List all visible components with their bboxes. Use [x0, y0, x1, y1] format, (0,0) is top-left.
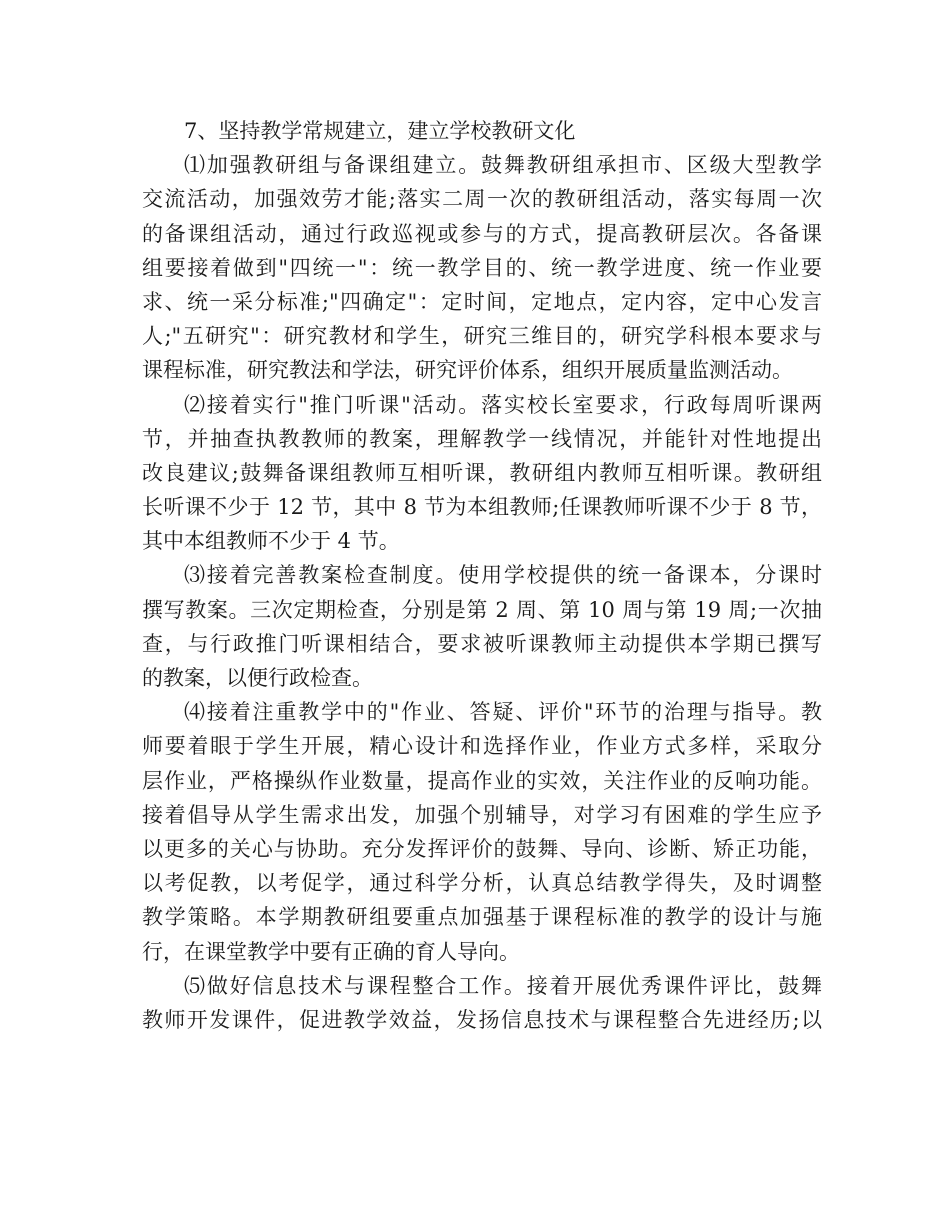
paragraph-3-lesson-plan-checks — [142, 558, 822, 695]
text-line: 撰写教案。三次定期检查，分别是第 2 周、第 10 周与第 19 周;一次抽 — [142, 597, 822, 622]
text-line: 人;"五研究"：研究教材和学生，研究三维目的，研究学科根本要求与 — [142, 324, 822, 349]
text-line: 的备课组活动，通过行政巡视或参与的方式，提高教研层次。各备课 — [142, 221, 822, 246]
text-line: 节，并抽查执教教师的教案，理解教学一线情况，并能针对性地提出 — [142, 426, 822, 451]
paragraph-1-research-groups — [142, 148, 822, 387]
text-line: 行，在课堂教学中要有正确的育人导向。 — [142, 939, 520, 964]
text-line: 查，与行政推门听课相结合，要求被听课教师主动提供本学期已撰写 — [142, 631, 822, 656]
section-heading-7 — [142, 114, 822, 148]
text-line: 层作业，严格操纵作业数量，提高作业的实效，关注作业的反响功能。 — [142, 768, 822, 793]
paragraph-5-it-integration — [142, 969, 822, 1037]
text-line: 组要接着做到"四统一"：统一教学目的、统一教学进度、统一作业要 — [142, 255, 822, 280]
text-line: 交流活动，加强效劳才能;落实二周一次的教研组活动，落实每周一次 — [142, 187, 822, 212]
text-line: 求、统一采分标准;"四确定"：定时间，定地点，定内容，定中心发言 — [142, 289, 822, 314]
text-line: ⑸做好信息技术与课程整合工作。接着开展优秀课件评比，鼓舞 — [184, 973, 822, 998]
document-page — [142, 114, 822, 1037]
heading-line: 7、坚持教学常规建立，建立学校教研文化 — [184, 119, 576, 143]
text-line: ⑷接着注重教学中的"作业、答疑、评价"环节的治理与指导。教 — [184, 700, 822, 725]
text-line: 课程标准，研究教法和学法，研究评价体系，组织开展质量监测活动。 — [142, 358, 793, 383]
text-line: 其中本组教师不少于 4 节。 — [142, 529, 400, 554]
text-line: 教学策略。本学期教研组要重点加强基于课程标准的教学的设计与施 — [142, 905, 822, 930]
paragraph-2-class-observation — [142, 388, 822, 559]
text-line: 以考促教，以考促学，通过科学分析，认真总结教学得失，及时调整 — [142, 871, 822, 896]
text-line: ⑶接着完善教案检查制度。使用学校提供的统一备课本，分课时 — [184, 563, 822, 588]
text-line: ⑵接着实行"推门听课"活动。落实校长室要求，行政每周听课两 — [184, 392, 822, 417]
text-line: 以更多的关心与协助。充分发挥评价的鼓舞、导向、诊断、矫正功能， — [142, 836, 822, 861]
text-line: 长听课不少于 12 节，其中 8 节为本组教师;任课教师听课不少于 8 节， — [142, 495, 822, 520]
text-line: 师要着眼于学生开展，精心设计和选择作业，作业方式多样，采取分 — [142, 734, 822, 759]
text-line: 教师开发课件，促进教学效益，发扬信息技术与课程整合先进经历;以 — [142, 1007, 822, 1032]
text-line: 改良建议;鼓舞备课组教师互相听课，教研组内教师互相听课。教研组 — [142, 460, 822, 485]
text-line: 接着倡导从学生需求出发，加强个别辅导，对学习有困难的学生应予 — [142, 802, 822, 827]
text-line: 的教案，以便行政检查。 — [142, 666, 373, 690]
paragraph-4-homework-evaluation — [142, 695, 822, 969]
text-line: ⑴加强教研组与备课组建立。鼓舞教研组承担市、区级大型教学 — [184, 153, 822, 178]
